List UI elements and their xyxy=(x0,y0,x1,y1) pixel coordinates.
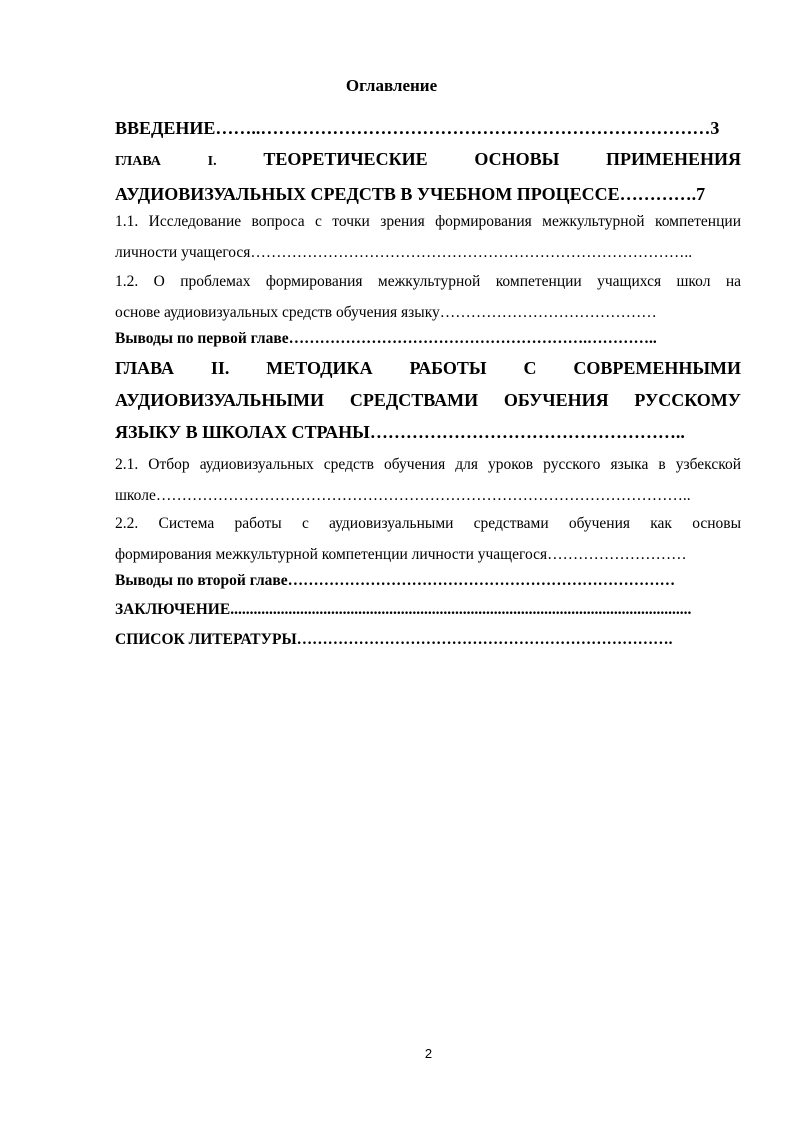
toc-entry-introduction: ВВЕДЕНИЕ……..…………………………………………………………………3 xyxy=(115,118,720,138)
chapter-2-title-line-1: ГЛАВА II. МЕТОДИКА РАБОТЫ С СОВРЕМЕННЫМИ xyxy=(115,358,741,378)
chapter-2-title-line-3: ЯЗЫКУ В ШКОЛАХ СТРАНЫ…………………………………………….. xyxy=(115,422,685,442)
toc-entry-chapter-2 xyxy=(115,352,741,448)
section-1-1-line-2: личности учащегося………………………………………………………………………….. xyxy=(115,244,693,261)
chapter-1-title-word-3: ПРИМЕНЕНИЯ xyxy=(606,149,741,169)
chapter-2-title-line-2: АУДИОВИЗУАЛЬНЫМИ СРЕДСТВАМИ ОБУЧЕНИЯ РУССКОМУ xyxy=(115,390,741,410)
toc-entry-section-1-2 xyxy=(115,266,741,328)
section-2-2-line-2: формирования межкультурной компетенции личности учащегося……………………… xyxy=(115,546,687,563)
chapter-1-title-word-1: ТЕОРЕТИЧЕСКИЕ xyxy=(263,149,428,169)
section-1-2-line-1: 1.2. О проблемах формирования межкультурной компетенции учащихся школ на xyxy=(115,273,741,290)
toc-entry-section-1-1 xyxy=(115,206,741,268)
toc-entry-section-2-1 xyxy=(115,449,741,511)
page-number: 2 xyxy=(424,1046,433,1061)
section-1-1-line-1: 1.1. Исследование вопроса с точки зрения формирования межкультурной компетенции xyxy=(115,213,741,230)
chapter-1-title-word-2: ОСНОВЫ xyxy=(474,149,560,169)
toc-entry-conclusion-2: Выводы по второй главе………………………………………………………………… xyxy=(115,572,676,589)
section-2-1-line-1: 2.1. Отбор аудиовизуальных средств обучения для уроков русского языка в узбекской xyxy=(115,456,741,473)
chapter-1-label-word: ГЛАВА xyxy=(115,154,161,169)
toc-entry-section-2-2 xyxy=(115,508,741,570)
chapter-1-number: I. xyxy=(207,154,217,169)
toc-entry-references: СПИСОК ЛИТЕРАТУРЫ………………………………………………………………. xyxy=(115,631,673,648)
section-1-2-line-2: основе аудиовизуальных средств обучения языку…………………………………… xyxy=(115,304,657,321)
toc-title: Оглавление xyxy=(345,76,438,95)
section-2-1-line-2: школе………………………………………………………………………………………….. xyxy=(115,487,691,504)
chapter-1-title-line-2: АУДИОВИЗУАЛЬНЫХ СРЕДСТВ В УЧЕБНОМ ПРОЦЕССЕ………….7 xyxy=(115,184,706,204)
toc-entry-chapter-1 xyxy=(115,143,741,210)
toc-entry-final-conclusion: ЗАКЛЮЧЕНИЕ....................................................................................................................... xyxy=(115,601,692,618)
section-2-2-line-1: 2.2. Система работы с аудиовизуальными средствами обучения как основы xyxy=(115,515,741,532)
chapter-1-title-line-1 xyxy=(115,143,741,178)
toc-entry-conclusion-1: Выводы по первой главе………………………………………………….………….. xyxy=(115,330,657,347)
